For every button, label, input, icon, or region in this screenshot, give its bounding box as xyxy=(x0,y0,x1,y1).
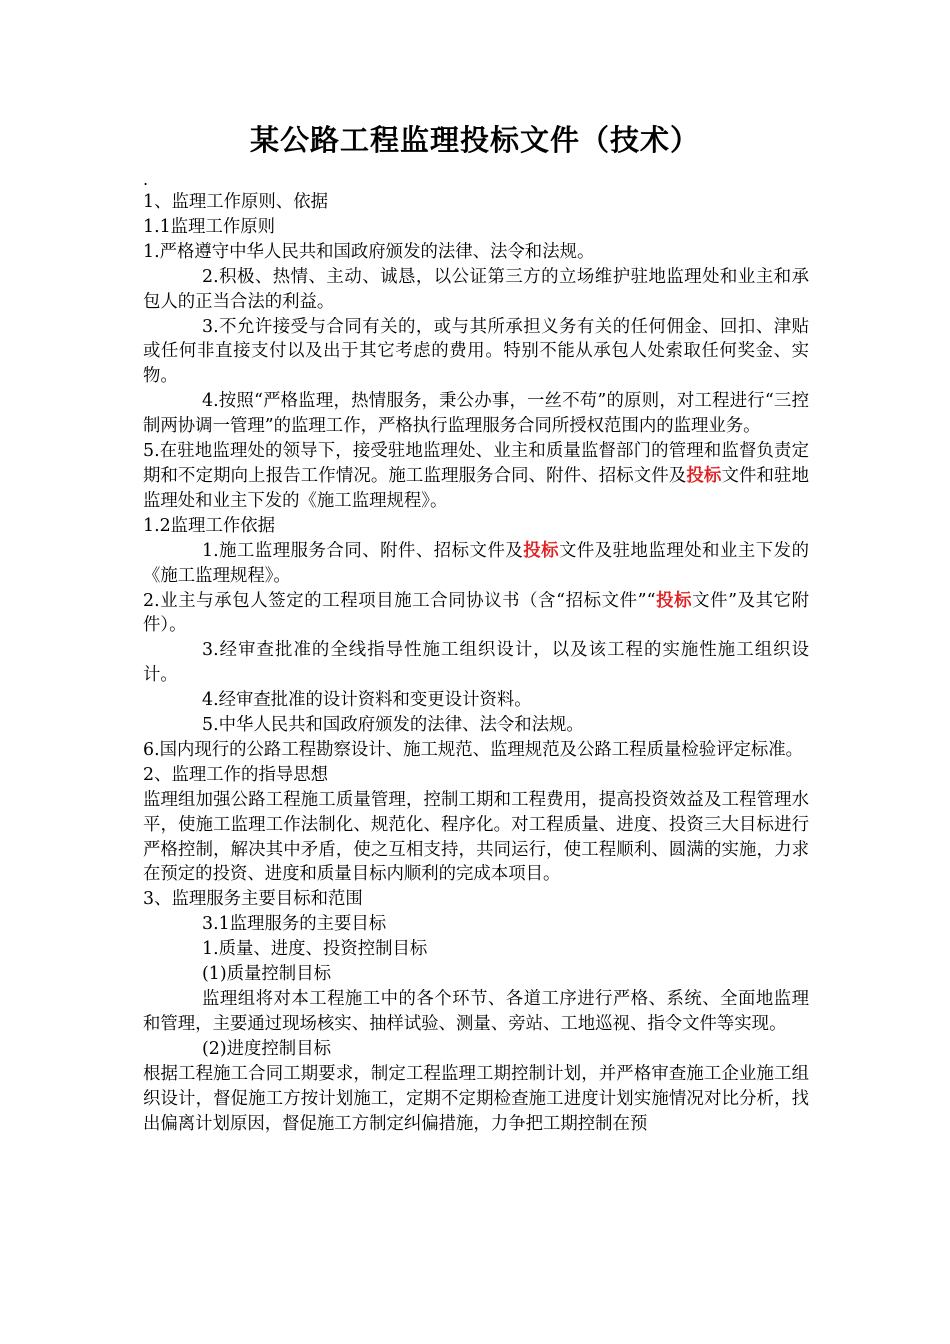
paragraph: (2)进度控制目标 xyxy=(202,1038,331,1059)
paragraph: 监理组加强公路工程施工质量管理，控制工期和工程费用，提高投资效益及工程管理水平，使施工监理工作法制化、规范化、程序化。对工程质量、进度、投资三大目标进行严格控制，解决其中矛盾，使之互相支持，共同运行，使工程顺利、圆满的实施，力求在预定的投资、进度和质量目标内顺利的完成本项目。 xyxy=(143,789,809,885)
highlighted-term: 投标 xyxy=(523,540,559,561)
subsection-heading: 1.1监理工作原则 xyxy=(143,216,276,237)
paragraph-text: 文件及驻地监理处和业主下发的《施工监理规程》。 xyxy=(143,540,809,586)
subsection-heading: 1.2监理工作依据 xyxy=(143,515,276,536)
paragraph xyxy=(143,539,809,589)
paragraph: 4.经审查批准的设计资料和变更设计资料。 xyxy=(202,690,532,711)
document-body xyxy=(143,190,809,1136)
paragraph-text: 5.在驻地监理处的领导下，接受驻地监理处、业主和质量监督部门的管理和监督负责定期和不定期向上报告工作情况。施工监理服务合同、附件、招标文件及 xyxy=(143,441,809,486)
paragraph-text: 文件和驻地监理处和业主下发的《施工监理规程》。 xyxy=(143,465,809,511)
paragraph: 5.中华人民共和国政府颁发的法律、法令和法规。 xyxy=(202,715,584,736)
paragraph: 4.按照“严格监理，热情服务，秉公办事，一丝不苟”的原则，对工程进行“三控制两协调一管理”的监理工作，严格执行监理服务合同所授权范围内的监理业务。 xyxy=(143,391,809,437)
paragraph: 6.国内现行的公路工程勘察设计、施工规范、监理规范及公路工程质量检验评定标准。 xyxy=(143,739,804,760)
section-heading: 3、监理服务主要目标和范围 xyxy=(143,889,363,910)
stray-dot: . xyxy=(143,170,149,189)
paragraph-text: 文件”及其它附件）。 xyxy=(143,590,809,636)
paragraph: 1.严格遵守中华人民共和国政府颁发的法律、法令和法规。 xyxy=(143,241,595,262)
paragraph-text: 2.业主与承包人签定的工程项目施工合同协议书（含“招标文件”“ xyxy=(143,590,656,611)
paragraph-text: 1.施工监理服务合同、附件、招标文件及 xyxy=(202,540,524,561)
paragraph: 2.积极、热情、主动、诚恳，以公证第三方的立场维护驻地监理处和业主和承包人的正当合法的利益。 xyxy=(143,266,809,312)
paragraph: 1.质量、进度、投资控制目标 xyxy=(202,939,428,960)
paragraph: 3.不允许接受与合同有关的，或与其所承担义务有关的任何佣金、回扣、津贴或任何非直接支付以及出于其它考虑的费用。特别不能从承包人处索取任何奖金、实物。 xyxy=(143,316,809,387)
paragraph: 根据工程施工合同工期要求，制定工程监理工期控制计划，并严格审查施工企业施工组织设计，督促施工方按计划施工，定期不定期检查施工进度计划实施情况对比分析，找出偏离计划原因，督促施工方制定纠偏措施，力争把工期控制在预 xyxy=(143,1063,809,1134)
paragraph: 监理组将对本工程施工中的各个环节、各道工序进行严格、系统、全面地监理和管理，主要通过现场核实、抽样试验、测量、旁站、工地巡视、指令文件等实现。 xyxy=(143,989,809,1034)
paragraph: 3.经审查批准的全线指导性施工组织设计，以及该工程的实施性施工组织设计。 xyxy=(143,640,809,686)
subsection-heading: 3.1监理服务的主要目标 xyxy=(202,914,387,935)
highlighted-term: 投标 xyxy=(655,590,693,611)
section-heading: 2、监理工作的指导思想 xyxy=(143,764,328,785)
section-heading: 1、监理工作原则、依据 xyxy=(143,192,328,212)
paragraph: (1)质量控制目标 xyxy=(202,964,331,985)
page-title: 某公路工程监理投标文件（技术） xyxy=(249,123,700,157)
paragraph xyxy=(143,439,809,514)
highlighted-term: 投标 xyxy=(686,465,722,486)
paragraph xyxy=(143,589,809,639)
